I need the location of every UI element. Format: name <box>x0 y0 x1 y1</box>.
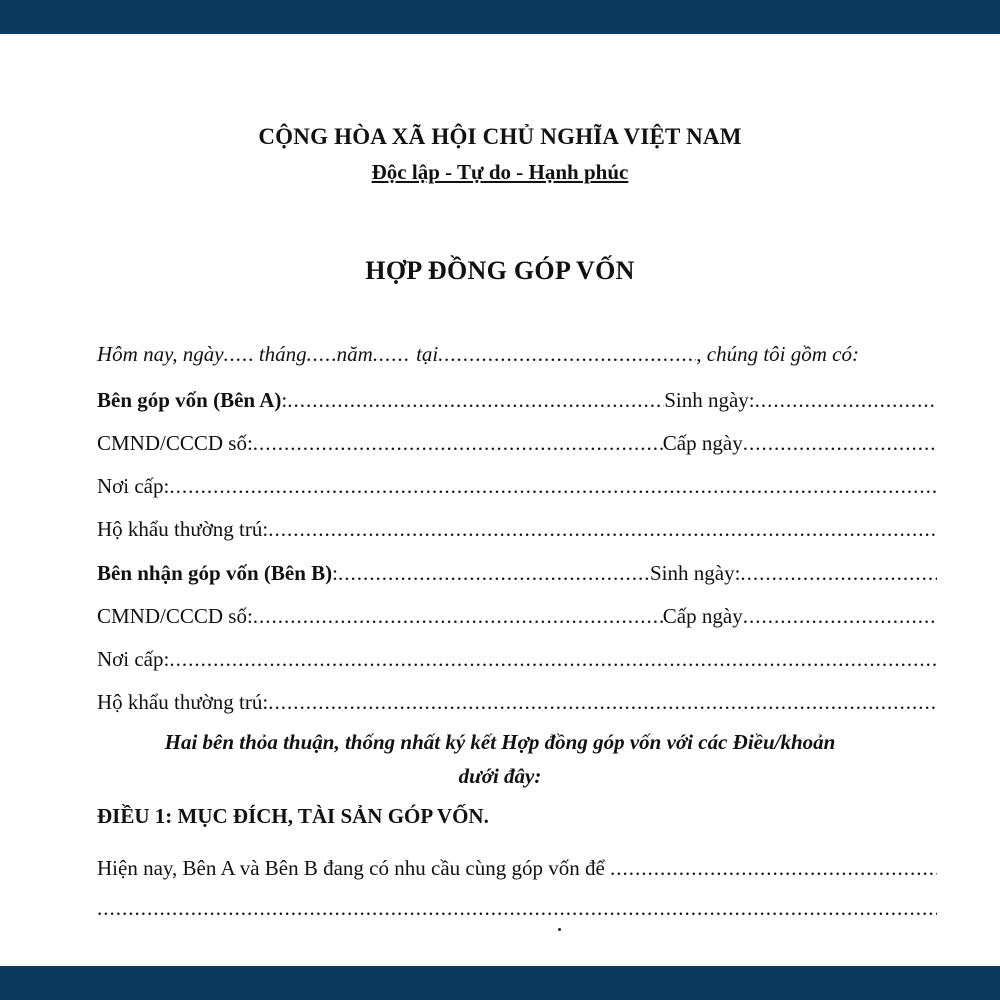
bottom-banner <box>0 966 1000 1000</box>
national-motto: Độc lập - Tự do - Hạnh phúc <box>371 160 629 184</box>
article-1-purpose-blank <box>610 856 937 881</box>
party-a-line: Bên góp vốn (Bên A) : ..... Sinh ngày: ..... <box>97 388 937 420</box>
party-b-line: Bên nhận góp vốn (Bên B) : ..... Sinh ngày: ..... <box>97 561 937 593</box>
agreement-line-1: Hai bên thỏa thuận, thống nhất ký kết Hợp đồng góp vốn với các Điều/khoản <box>164 730 836 754</box>
party-a-name-blank <box>287 388 664 413</box>
intro-year-label: năm <box>336 342 373 366</box>
party-b-id-label: CMND/CCCD số: <box>97 604 253 628</box>
article-1-text: Hiện nay, Bên A và Bên B đang có nhu cầu cùng góp vốn để <box>97 856 605 880</box>
intro-month-label: tháng <box>258 342 307 366</box>
party-a-place-label: Nơi cấp: <box>97 474 170 498</box>
party-a-id-blank <box>253 431 663 456</box>
party-b-place-label: Nơi cấp: <box>97 647 170 671</box>
article-1-title: ĐIỀU 1: MỤC ĐÍCH, TÀI SẢN GÓP VỐN. <box>97 804 489 828</box>
day-blank <box>224 342 254 367</box>
year-blank <box>373 342 411 367</box>
party-a-id-line <box>97 431 937 463</box>
top-banner <box>0 0 1000 34</box>
intro-line <box>97 342 937 374</box>
party-a-place-blank <box>169 474 937 499</box>
party-b-residence-line <box>97 690 937 722</box>
party-a-id-label: CMND/CCCD số: <box>97 431 253 455</box>
party-b-label: Bên nhận góp vốn (Bên B) <box>97 561 333 585</box>
party-b-residence-label: Hộ khẩu thường trú: <box>97 690 269 714</box>
party-b-id-blank <box>253 604 663 629</box>
article-1-continuation-line <box>97 896 937 928</box>
place-blank <box>438 342 696 367</box>
party-a-place-line <box>97 474 937 506</box>
intro-date-label: Hôm nay, ngày <box>97 342 224 366</box>
party-b-id-line <box>97 604 937 636</box>
article-1-text-line <box>97 856 937 888</box>
party-b-place-blank <box>169 647 937 672</box>
party-a-residence-line <box>97 517 937 549</box>
party-a-residence-label: Hộ khẩu thường trú: <box>97 517 269 541</box>
agreement-line-2: dưới đây: <box>458 764 542 788</box>
party-a-issue-label: Cấp ngày <box>662 431 743 455</box>
party-b-issue-label: Cấp ngày <box>662 604 743 628</box>
intro-ending: , chúng tôi gồm có: <box>696 342 859 366</box>
intro-place-label: tại <box>416 342 439 366</box>
party-b-birth-blank <box>740 561 937 586</box>
party-a-label: Bên góp vốn (Bên A) <box>97 388 282 412</box>
party-a-residence-blank <box>268 517 937 542</box>
party-b-issue-blank <box>743 604 937 629</box>
party-a-birth-label: Sinh ngày: <box>664 388 755 412</box>
party-a-issue-blank <box>743 431 937 456</box>
party-b-place-line <box>97 647 937 679</box>
party-b-name-blank <box>338 561 650 586</box>
national-title: CỘNG HÒA XÃ HỘI CHỦ NGHĨA VIỆT NAM <box>258 124 742 149</box>
article-1-continuation-blank <box>97 896 937 921</box>
contract-title: HỢP ĐỒNG GÓP VỐN <box>365 256 635 285</box>
party-b-birth-label: Sinh ngày: <box>650 561 741 585</box>
month-blank <box>307 342 337 367</box>
page-mark <box>558 928 561 931</box>
party-b-residence-blank <box>268 690 937 715</box>
party-a-birth-blank <box>755 388 937 413</box>
